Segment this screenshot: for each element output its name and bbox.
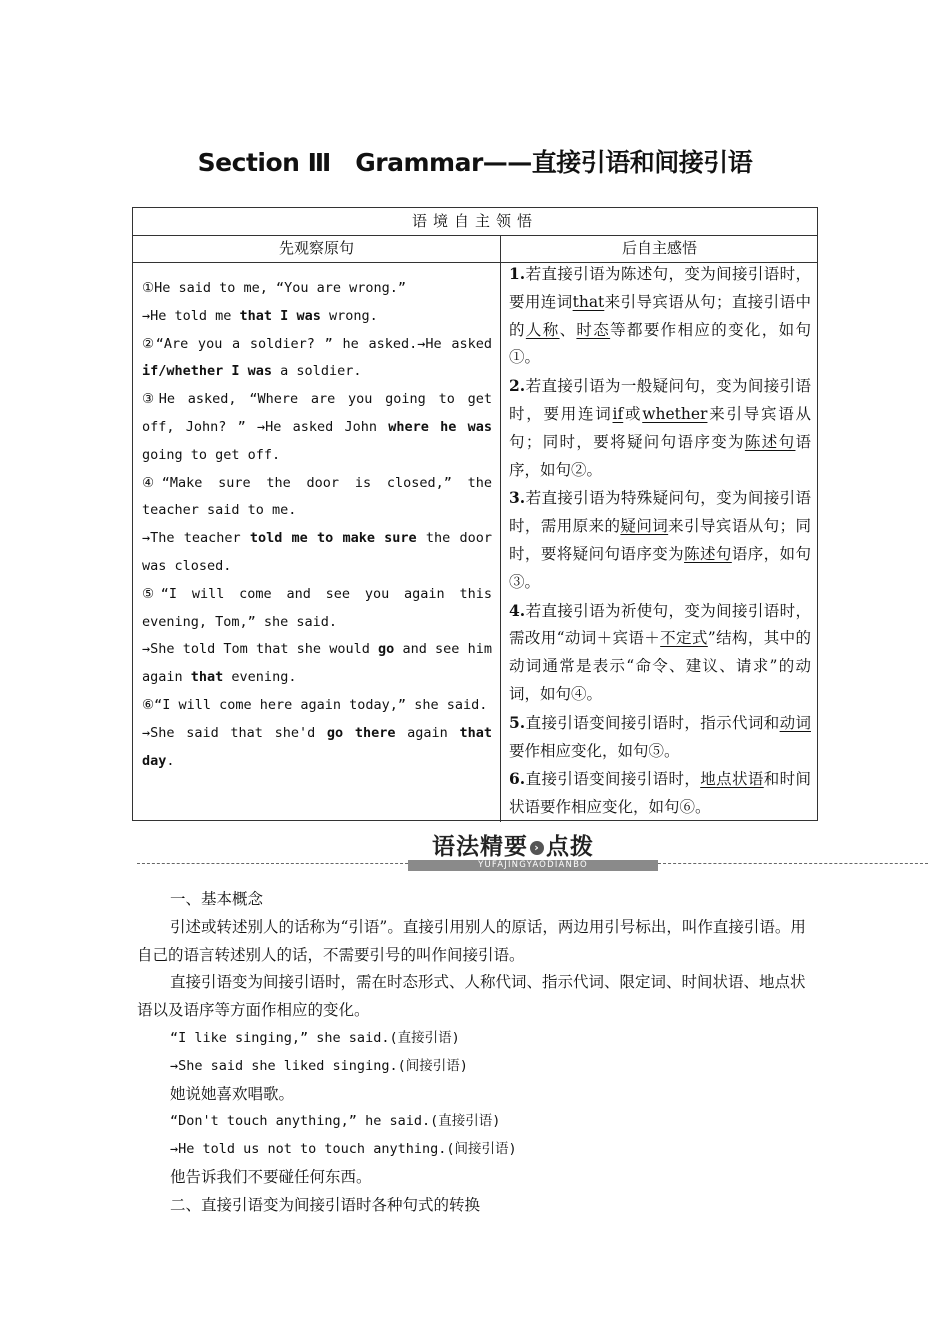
example-5-direct: ⑤“I will come and see you again this evening, Tom,” she said. xyxy=(142,585,492,630)
example-direct-1: “I like singing,” she said.(直接引语) xyxy=(170,1029,460,1046)
table-header: 语境自主领悟 xyxy=(133,208,817,236)
example-translation-1: 她说她喜欢唱歌。 xyxy=(170,1084,295,1103)
table-subheader-row xyxy=(133,235,817,263)
example-1-direct: ①He said to me, “You are wrong.” xyxy=(142,280,407,296)
banner-title: 语法精要 › 点拨 xyxy=(432,834,594,860)
heading-basic-concepts: 一、基本概念 xyxy=(170,890,264,908)
paragraph-changes: 直接引语变为间接引语时，需在时态形式、人称代词、指示代词、限定词、时间状语、地点状语以及语序等方面作相应的变化。 xyxy=(137,973,806,1020)
rule-3: 3.若直接引语为特殊疑问句，变为间接引语时，需用原来的疑问词来引导宾语从句；同时，要将疑问句语序变为陈述句语序，如句③。 xyxy=(509,488,811,591)
example-5-indirect: →She told Tom that she would go and see him again that evening. xyxy=(142,641,492,686)
rule-5: 5.直接引语变间接引语时，指示代词和动词要作相应变化，如句⑤。 xyxy=(509,712,811,760)
right-column-header: 后自主感悟 xyxy=(621,239,697,257)
section-banner xyxy=(408,826,658,872)
column-divider xyxy=(500,235,501,822)
paragraph-definition: 引述或转述别人的话称为“引语”。直接引用别人的原话，两边用引号标出，叫作直接引语。用自己的语言转述别人的话，不需要引号的叫作间接引语。 xyxy=(137,917,806,964)
example-translation-2: 他告诉我们不要碰任何东西。 xyxy=(170,1167,372,1186)
example-3: ③He asked, “Where are you going to get off, John? ” →He asked John where he was going to get off. xyxy=(142,391,492,463)
rule-4: 4.若直接引语为祈使句，变为间接引语时，需改用“动词＋宾语＋不定式”结构，其中的动词通常是表示“命令、建议、请求”的动词，如句④。 xyxy=(509,600,811,703)
banner-subtitle: YUFAJINGYAODIANBO xyxy=(408,860,658,871)
left-column-header: 先观察原句 xyxy=(278,239,354,257)
example-6-indirect: →She said that she'd go there again that day. xyxy=(142,724,492,769)
grammar-table xyxy=(132,207,818,821)
example-indirect-2: →He told us not to touch anything.(间接引语) xyxy=(170,1141,517,1158)
example-sentences xyxy=(142,275,492,775)
rule-1: 1.若直接引语为陈述句，变为间接引语时，要用连词that来引导宾语从句；直接引语中的人称、时态等都要作相应的变化，如句①。 xyxy=(509,264,811,367)
rule-2: 2.若直接引语为一般疑问句，变为间接引语时，要用连词if或whether来引导宾语从句；同时，要将疑问句语序变为陈述句语序，如句②。 xyxy=(509,376,811,479)
rules-list xyxy=(509,260,811,822)
example-indirect-1: →She said she liked singing.(间接引语) xyxy=(170,1057,468,1074)
arrow-icon: › xyxy=(530,841,544,855)
body-text xyxy=(137,886,817,1220)
example-direct-2: “Don't touch anything,” he said.(直接引语) xyxy=(170,1113,501,1130)
heading-sentence-conversion: 二、直接引语变为间接引语时各种句式的转换 xyxy=(170,1195,481,1214)
dashed-divider-right xyxy=(658,863,928,864)
example-2: ②“Are you a soldier? ” he asked.→He asked if/whether I was a soldier. xyxy=(142,335,492,380)
example-1-indirect: →He told me that I was wrong. xyxy=(142,307,378,324)
example-6-direct: ⑥“I will come here again today,” she said. xyxy=(142,696,488,713)
page-title: Section Ⅲ Grammar——直接引语和间接引语 xyxy=(197,148,753,177)
example-4-direct: ④“Make sure the door is closed,” the teacher said to me. xyxy=(142,474,492,519)
rule-6: 6.直接引语变间接引语时，地点状语和时间状语要作相应变化，如句⑥。 xyxy=(509,769,811,817)
example-4-indirect: →The teacher told me to make sure the door was closed. xyxy=(142,530,492,574)
dashed-divider-left xyxy=(137,863,408,864)
